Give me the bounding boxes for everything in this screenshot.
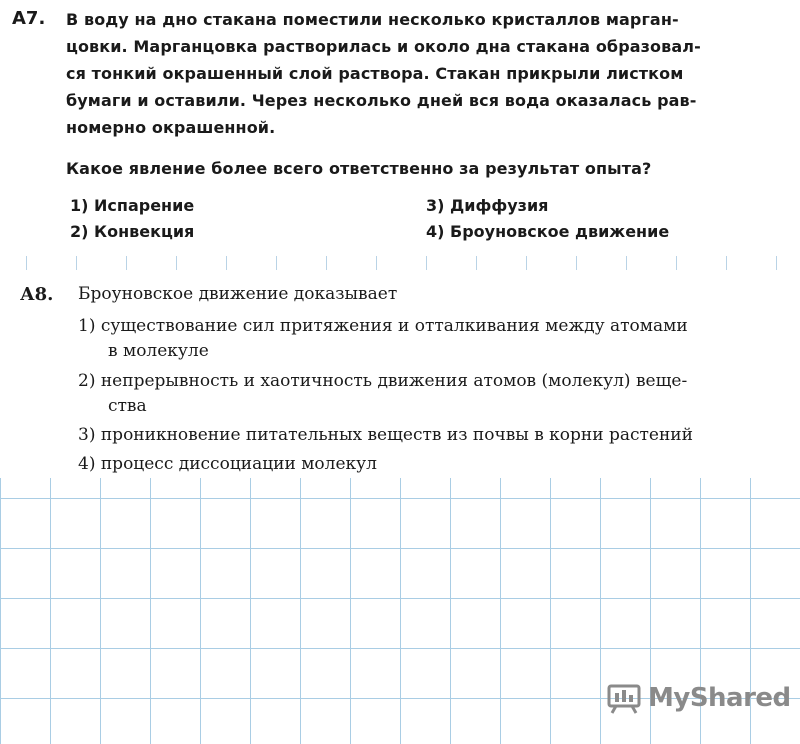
question-number: А8. <box>20 284 54 305</box>
answer-option: 4) процесс диссоциации молекул <box>78 454 377 474</box>
question-text-line: ся тонкий окрашенный слой раствора. Стакан прикрыли листком <box>66 64 684 83</box>
answer-option: 4) Броуновское движение <box>426 222 670 241</box>
question-stem: Броуновское движение доказывает <box>78 284 398 304</box>
presentation-board-icon <box>606 682 642 714</box>
question-text-line: цовки. Марганцовка растворилась и около дна стакана образовал- <box>66 37 701 56</box>
answer-option: 1) существование сил притяжения и отталкивания между атомами <box>78 316 688 336</box>
answer-option-continuation: в молекуле <box>108 341 209 361</box>
question-prompt: Какое явление более всего ответственно за результат опыта? <box>66 159 652 178</box>
answer-option-continuation: ства <box>108 396 147 416</box>
separator-ticks <box>0 256 800 270</box>
answer-option: 3) Диффузия <box>426 196 549 215</box>
answer-option: 2) Конвекция <box>70 222 195 241</box>
question-text-line: бумаги и оставили. Через несколько дней вся вода оказалась рав- <box>66 91 697 110</box>
question-number: А7. <box>12 8 46 29</box>
question-text-line: номерно окрашенной. <box>66 118 276 137</box>
watermark-text: MyShared <box>648 683 791 713</box>
watermark <box>606 682 791 714</box>
question-text-line: В воду на дно стакана поместили несколько кристаллов марган- <box>66 10 679 29</box>
answer-option: 3) проникновение питательных веществ из почвы в корни растений <box>78 425 693 445</box>
answer-option: 1) Испарение <box>70 196 195 215</box>
answer-option: 2) непрерывность и хаотичность движения атомов (молекул) веще- <box>78 371 688 391</box>
